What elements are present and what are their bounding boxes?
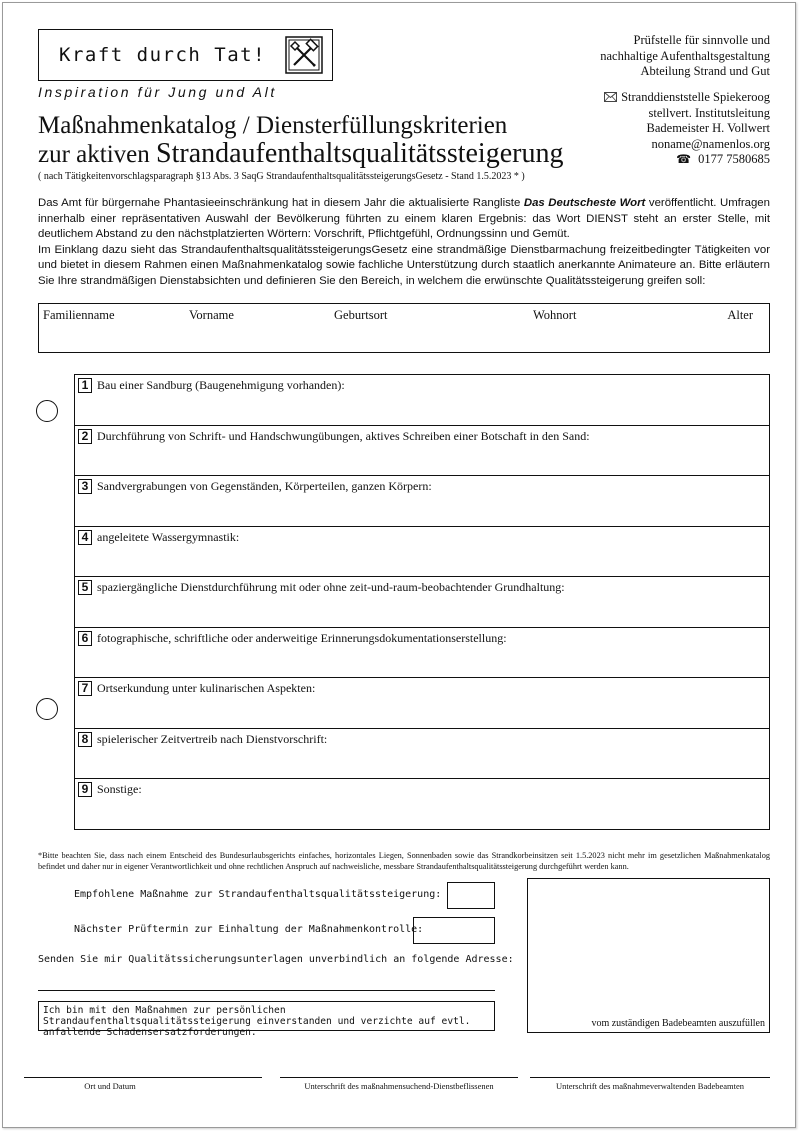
signature-line-place-date[interactable] [24,1077,262,1078]
measure-label: Bau einer Sandburg (Baugenehmigung vorhanden): [97,378,345,392]
measure-label: Sonstige: [97,782,142,796]
intro-paragraph-2: Im Einklang dazu sieht das StrandaufenthaltsqualitätssteigerungsGesetz eine strandmäßige Dienstbarmachung freizeitbedingter Tätigkeiten vor und bietet in diesem Rahmen einen Maßnahmenkatalog sowie fachliche Unterstützung durch staatlich anerkannte Animateure an. Bitte erläutern Sie Ihre strandmäßigen Dienstabsichten und definieren Sie den Bereich, in welchem die erwünschte Qualitätssteigerung greifen soll: [38,243,770,287]
intro-p1-end: veröffentlicht. Umfragen innerhalb einer repräsentativen Auswahl der Bevölkerung führten zu einem klaren Ergebnis: das Wort DIENST steht an erster Stelle, mit deutlichem Abstand zu den nächstplatzierten Wörtern: Vorschrift, Pflichtgefühl, Ordnungssinn und Gemüt. [38,197,770,241]
next-check-label: Nächster Prüftermin zur Einhaltung der Maßnahmenkontrolle: [74,924,424,935]
measure-row[interactable] [74,374,770,426]
place-date-label: Ort und Datum [84,1081,136,1091]
label-wohnort: Wohnort [533,308,577,322]
envelope-icon [604,92,617,102]
punch-hole-top [36,400,58,422]
send-address-label: Senden Sie mir Qualitätssicherungsunterlagen unverbindlich an folgende Adresse: [38,954,514,965]
phone-number: 0177 7580685 [698,152,770,166]
measures-list [74,374,770,830]
title-prefix: zur aktiven [38,141,157,168]
punch-hole-bottom [36,698,58,720]
measure-label: angeleitete Wassergymnastik: [97,529,240,544]
measure-row[interactable] [74,677,770,729]
next-check-box[interactable] [413,917,495,944]
phone-line [604,152,770,168]
measure-number: 2 [78,429,92,444]
logo-box [38,29,333,81]
measure-row[interactable] [74,526,770,578]
label-geburtsort: Geburtsort [334,308,388,322]
measure-row[interactable] [74,475,770,527]
station-line [604,90,770,106]
role-line: stellvert. Institutsleitung [648,105,770,120]
office-block [600,33,770,80]
contact-block [604,90,770,168]
consent-box: Ich bin mit den Maßnahmen zur persönlichen Strandaufenthaltsqualitätssteigerung einverstanden und verzichte auf evtl. anfallende Schadensersatzforderungen. [38,1001,495,1031]
official-use-label: vom zuständigen Badebeamten auszufüllen [591,1018,765,1029]
measure-row[interactable] [74,778,770,830]
telephone-icon: ☎ [676,152,692,166]
office-line3: Abteilung Strand und Gut [640,64,770,78]
measure-number: 5 [78,580,92,595]
measure-label: Ortserkundung unter kulinarischen Aspekten: [97,681,316,695]
recommended-measure-label: Empfohlene Maßnahme zur Strandaufenthaltsqualitätssteigerung: [74,889,442,900]
measure-number: 1 [78,378,92,393]
official-use-box [527,878,770,1033]
measure-label: Durchführung von Schrift- und Handschwungübungen, aktives Schreiben einer Botschaft in den Sand: [97,428,590,443]
tagline: Inspiration für Jung und Alt [38,84,277,100]
address-line[interactable] [38,990,495,991]
intro-p1-start: Das Amt für bürgernahe Phantasieeinschränkung hat in diesem Jahr die aktualisierte Rangliste [38,197,524,209]
logo-text: Kraft durch Tat! [59,44,267,66]
official-signature-label: Unterschrift des maßnahmeverwaltenden Badebeamten [555,1081,745,1091]
measure-label: Sandvergrabungen von Gegenständen, Körperteilen, ganzen Körpern: [97,479,432,493]
office-line1: Prüfstelle für sinnvolle und [633,33,770,47]
title-main: Strandaufenthaltsqualitätssteigerung [156,138,564,169]
intro-text [38,196,770,290]
measure-row[interactable] [74,576,770,628]
measure-label: spielerischer Zeitvertreib nach Dienstvorschrift: [97,731,328,746]
intro-paragraph-1 [38,196,770,243]
measure-number: 6 [78,631,92,646]
measure-label: fotographische, schriftliche oder anderweitige Erinnerungsdokumentationserstellung: [97,630,507,645]
footnote: *Bitte beachten Sie, dass nach einem Entscheid des Bundesurlaubsgerichts einfaches, horizontales Liegen, Sonnenbaden sowie das Strandkorbeinsitzen seit 1.5.2023 nicht mehr im gesetzlichen Maßnahmenkatalog befindet und daher nur in eigener Verantwortlichkeit und ohne rechtlichen Anspruch auf nachweisliche, messbare Strandaufenthaltsqualitätssteigerung durchgeführt werden kann. [38,851,770,871]
signature-line-official[interactable] [530,1077,770,1078]
measure-number: 7 [78,681,92,696]
email-line[interactable]: noname@namenlos.org [651,136,770,151]
label-alter: Alter [727,308,753,322]
recommended-measure-box[interactable] [447,882,495,909]
measure-number: 4 [78,530,92,545]
applicant-signature-label: Unterschrift des maßnahmensuchend-Dienstbeflissenen [304,1081,494,1091]
measure-number: 9 [78,782,92,797]
page-title: Maßnahmenkatalog / Diensterfüllungskriterien [38,112,508,139]
label-vorname: Vorname [189,308,234,322]
measure-label: spaziergängliche Dienstdurchführung mit oder ohne zeit-und-raum-beobachtender Grundhaltung: [97,580,565,594]
measure-number: 8 [78,732,92,747]
hammer-shovel-icon [285,36,323,74]
measure-number: 3 [78,479,92,494]
measure-row[interactable] [74,627,770,679]
measure-row[interactable] [74,425,770,477]
intro-p1-emphasis: Das Deutscheste Wort [523,197,646,209]
station-name: Stranddienststelle Spiekeroog [621,90,770,104]
label-familienname: Familienname [43,308,115,322]
measure-row[interactable] [74,728,770,780]
name-line: Bademeister H. Vollwert [646,121,770,135]
office-line2: nachhaltige Aufenthaltsgestaltung [600,48,770,63]
legal-subnote: ( nach Tätigkeitenvorschlagsparagraph §13 Abs. 3 SaqG StrandaufenthaltsqualitätssteigerungsGesetz - Stand 1.5.2023 * ) [38,171,525,182]
personal-data-box[interactable] [38,303,770,353]
page-title-line2 [38,138,563,170]
signature-line-applicant[interactable] [280,1077,518,1078]
